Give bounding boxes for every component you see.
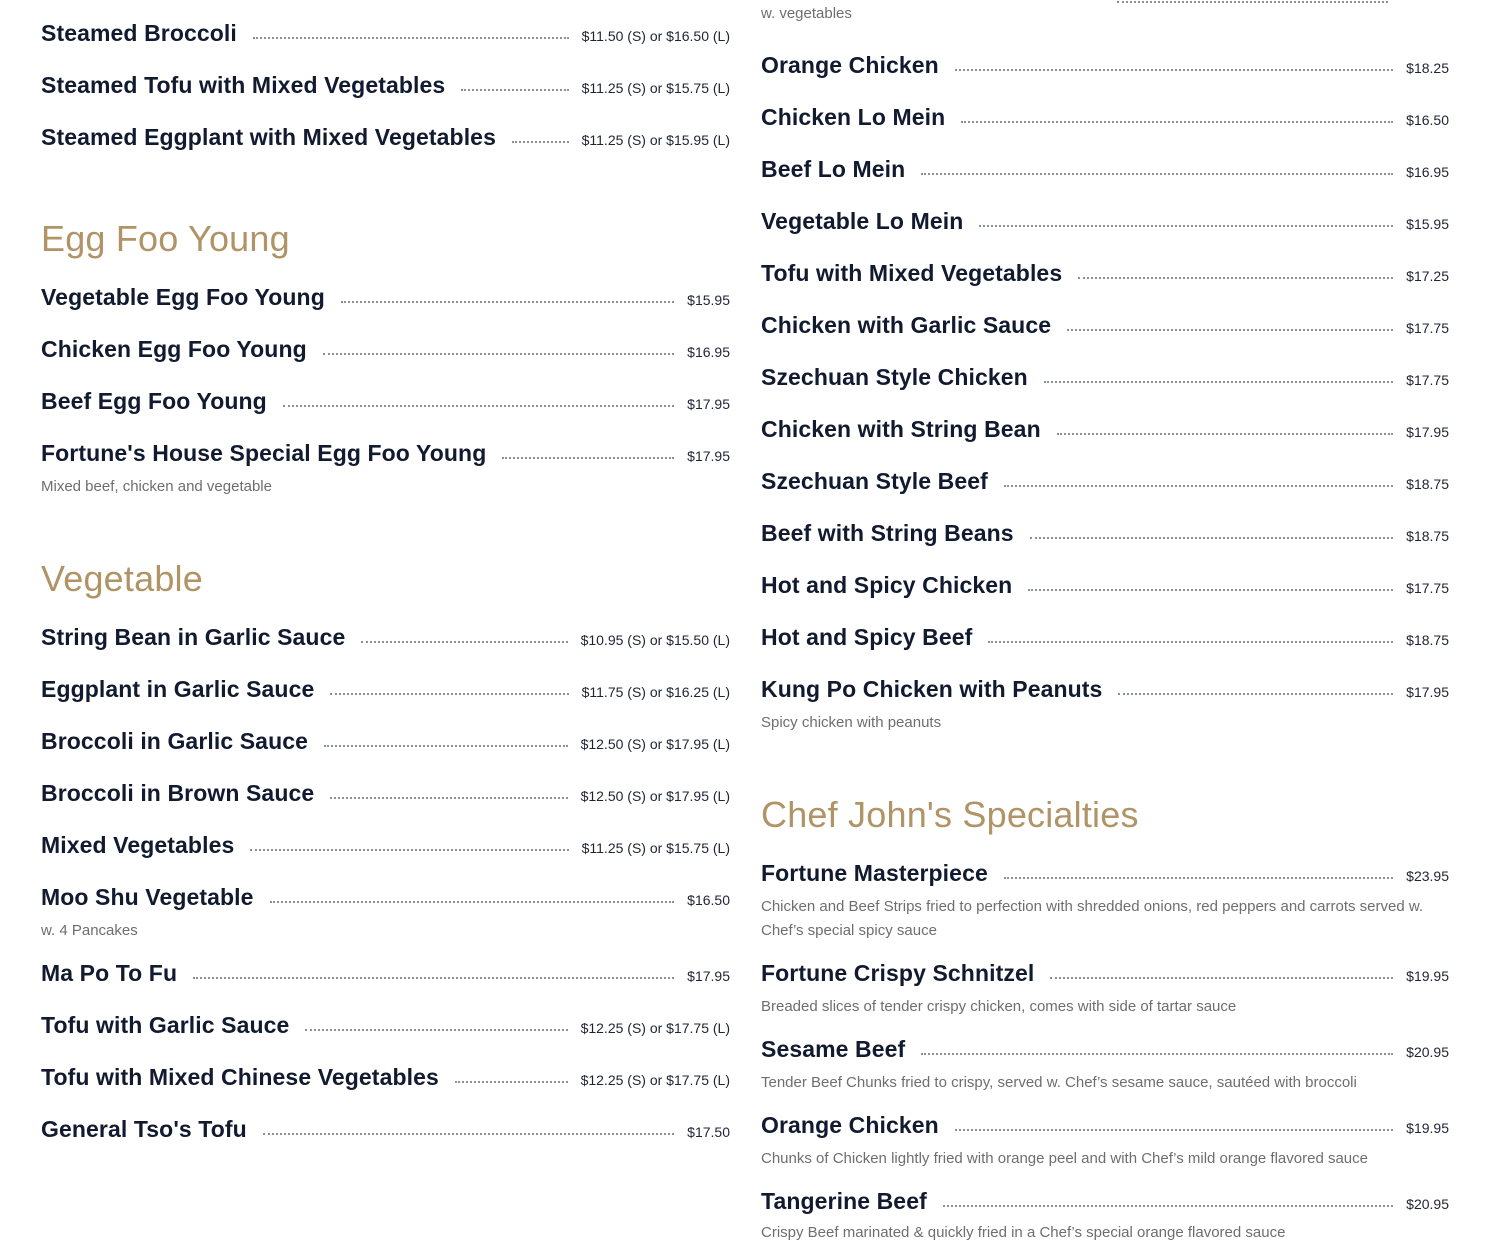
section-title-egg-foo-young: Egg Foo Young	[41, 218, 290, 259]
item-name: Fortune Crispy Schnitzel	[761, 960, 1035, 986]
item-description: Chicken and Beef Strips fried to perfection with shredded onions, red peppers and carrots served w. Chef’s special spicy sauce	[761, 898, 1424, 939]
item-price: $12.50 (S) or $17.95 (L)	[580, 788, 730, 804]
item-name: Sesame Beef	[761, 1036, 906, 1062]
item-price: $17.95	[1406, 684, 1449, 700]
menu-item	[761, 364, 1449, 391]
item-price: $17.75	[1406, 320, 1449, 336]
menu-item	[761, 572, 1449, 599]
item-name: Szechuan Style Beef	[761, 468, 988, 494]
dot-leader	[193, 976, 674, 979]
item-name: Tofu with Mixed Vegetables	[761, 260, 1063, 286]
item-name: Chicken Egg Foo Young	[41, 336, 307, 362]
item-name: Orange Chicken	[761, 1112, 939, 1138]
menu-item	[41, 1064, 730, 1091]
item-name: Tofu with Garlic Sauce	[41, 1012, 290, 1038]
dot-leader	[455, 1080, 568, 1083]
item-name: Chicken Lo Mein	[761, 104, 946, 130]
item-name: Chicken with Garlic Sauce	[761, 312, 1052, 338]
item-price: $11.25 (S) or $15.95 (L)	[581, 132, 730, 148]
item-price: $19.95	[1406, 968, 1449, 984]
menu-item	[761, 312, 1449, 339]
menu-item	[41, 388, 730, 415]
item-name: Chicken with String Bean	[761, 416, 1041, 442]
item-description: w. 4 Pancakes	[41, 922, 138, 939]
menu-item	[41, 20, 730, 47]
dot-leader	[1030, 536, 1393, 539]
dot-leader	[330, 796, 567, 799]
menu-item	[761, 1112, 1449, 1171]
menu-item	[761, 208, 1449, 235]
item-price: $20.95	[1406, 1044, 1449, 1060]
item-price: $12.25 (S) or $17.75 (L)	[580, 1020, 730, 1036]
menu-item	[41, 1012, 730, 1039]
item-price: $11.50 (S) or $16.50 (L)	[581, 28, 730, 44]
item-name: Hot and Spicy Chicken	[761, 572, 1013, 598]
dot-leader	[988, 640, 1393, 643]
menu-item	[761, 104, 1449, 131]
dot-leader	[1118, 692, 1393, 695]
dot-leader	[955, 68, 1393, 71]
item-price: $19.95	[1406, 1120, 1449, 1136]
menu-item	[41, 676, 730, 703]
menu-item	[761, 260, 1449, 287]
item-price: $15.95	[1406, 216, 1449, 232]
dot-leader	[305, 1028, 567, 1031]
dot-leader	[1004, 484, 1393, 487]
section-title-vegetable: Vegetable	[41, 558, 203, 599]
item-name: Hot and Spicy Beef	[761, 624, 973, 650]
menu-item	[41, 124, 730, 151]
menu-item	[41, 336, 730, 363]
item-name: General Tso's Tofu	[41, 1116, 247, 1142]
item-name: Mixed Vegetables	[41, 832, 235, 858]
item-description: Mixed beef, chicken and vegetable	[41, 478, 272, 495]
menu-item	[761, 860, 1449, 943]
item-price: $18.25	[1406, 60, 1449, 76]
item-name: Kung Po Chicken with Peanuts	[761, 676, 1103, 702]
item-price: $17.95	[687, 396, 730, 412]
item-price: $11.75 (S) or $16.25 (L)	[581, 684, 730, 700]
dot-leader	[330, 692, 568, 695]
item-price: $17.95	[1406, 424, 1449, 440]
item-name: Orange Chicken	[761, 52, 939, 78]
menu-item	[41, 832, 730, 859]
item-price: $17.75	[1406, 372, 1449, 388]
item-price: $16.50	[687, 892, 730, 908]
item-name: String Bean in Garlic Sauce	[41, 624, 346, 650]
item-price: $18.75	[1406, 476, 1449, 492]
dot-leader	[250, 848, 568, 851]
dot-leader	[263, 1132, 674, 1135]
dot-leader	[979, 224, 1393, 227]
item-name: Beef with String Beans	[761, 520, 1014, 546]
item-price: $17.75	[1406, 580, 1449, 596]
menu-item	[761, 156, 1449, 183]
item-name: Vegetable Lo Mein	[761, 208, 964, 234]
item-price: $18.75	[1406, 528, 1449, 544]
dot-leader	[1004, 876, 1393, 879]
dot-leader	[253, 36, 569, 39]
dot-leader	[921, 1052, 1393, 1055]
menu-item	[41, 624, 730, 651]
dot-leader	[1117, 0, 1388, 3]
dot-leader	[1067, 328, 1393, 331]
item-price: $11.25 (S) or $15.75 (L)	[581, 840, 730, 856]
item-name: Ma Po To Fu	[41, 960, 178, 986]
menu-item	[761, 468, 1449, 495]
item-name: Tofu with Mixed Chinese Vegetables	[41, 1064, 439, 1090]
item-price: $20.95	[1406, 1196, 1449, 1212]
dot-leader	[512, 140, 569, 143]
dot-leader	[1044, 380, 1393, 383]
menu-item	[761, 416, 1449, 443]
item-price: $17.95	[687, 448, 730, 464]
menu-item	[41, 780, 730, 807]
item-description: w. vegetables	[761, 5, 852, 22]
item-name: Steamed Tofu with Mixed Vegetables	[41, 72, 446, 98]
item-price: $17.95	[687, 968, 730, 984]
menu-item	[761, 52, 1449, 79]
item-name: Fortune Masterpiece	[761, 860, 988, 886]
dot-leader	[361, 640, 567, 643]
dot-leader	[270, 900, 675, 903]
dot-leader	[502, 456, 674, 459]
dot-leader	[283, 404, 674, 407]
menu-item	[41, 284, 730, 311]
item-name: Beef Lo Mein	[761, 156, 906, 182]
cut-off-row-dots	[761, 0, 1449, 4]
dot-leader	[1057, 432, 1393, 435]
item-name: Tangerine Beef	[761, 1188, 927, 1214]
dot-leader	[323, 352, 674, 355]
item-price: $11.25 (S) or $15.75 (L)	[581, 80, 730, 96]
item-name: Broccoli in Garlic Sauce	[41, 728, 309, 754]
item-price: $16.95	[1406, 164, 1449, 180]
item-price: $16.50	[1406, 112, 1449, 128]
item-description: Spicy chicken with peanuts	[761, 714, 942, 731]
menu-item	[41, 1116, 730, 1143]
dot-leader	[461, 88, 568, 91]
item-name: Vegetable Egg Foo Young	[41, 284, 325, 310]
menu-item	[41, 728, 730, 755]
item-name: Steamed Broccoli	[41, 20, 237, 46]
item-name: Beef Egg Foo Young	[41, 388, 267, 414]
menu-item	[761, 520, 1449, 547]
item-name: Broccoli in Brown Sauce	[41, 780, 315, 806]
dot-leader	[1028, 588, 1393, 591]
dot-leader	[961, 120, 1393, 123]
dot-leader	[955, 1128, 1393, 1131]
item-description: Breaded slices of tender crispy chicken, comes with side of tartar sauce	[761, 998, 1237, 1015]
menu-item	[41, 72, 730, 99]
dot-leader	[921, 172, 1393, 175]
item-price: $17.25	[1406, 268, 1449, 284]
item-description: Chunks of Chicken lightly fried with orange peel and with Chef’s mild orange flavored sauce	[761, 1150, 1368, 1167]
item-name: Eggplant in Garlic Sauce	[41, 676, 315, 702]
item-description: Tender Beef Chunks fried to crispy, served w. Chef’s sesame sauce, sautéed with broccoli	[761, 1074, 1357, 1091]
item-name: Szechuan Style Chicken	[761, 364, 1028, 390]
menu-item	[761, 624, 1449, 651]
menu-item	[41, 884, 730, 943]
item-name: Fortune's House Special Egg Foo Young	[41, 440, 487, 466]
menu-item	[761, 960, 1449, 1019]
dot-leader	[943, 1204, 1393, 1207]
item-price: $18.75	[1406, 632, 1449, 648]
item-price: $17.50	[687, 1124, 730, 1140]
menu-item	[761, 1188, 1449, 1245]
item-price: $16.95	[687, 344, 730, 360]
menu-item	[41, 440, 730, 499]
section-title-specialties: Chef John's Specialties	[761, 794, 1139, 835]
menu-item	[761, 1036, 1449, 1095]
item-name: Moo Shu Vegetable	[41, 884, 254, 910]
dot-leader	[341, 300, 674, 303]
item-price: $23.95	[1406, 868, 1449, 884]
menu-item	[41, 960, 730, 987]
item-name: Steamed Eggplant with Mixed Vegetables	[41, 124, 496, 150]
item-price: $15.95	[687, 292, 730, 308]
menu-item	[761, 676, 1449, 735]
item-price: $12.25 (S) or $17.75 (L)	[580, 1072, 730, 1088]
dot-leader	[1078, 276, 1393, 279]
dot-leader	[324, 744, 568, 747]
item-price: $10.95 (S) or $15.50 (L)	[580, 632, 730, 648]
item-price: $12.50 (S) or $17.95 (L)	[580, 736, 730, 752]
dot-leader	[1050, 976, 1393, 979]
item-description: Crispy Beef marinated & quickly fried in a Chef’s special orange flavored sauce	[761, 1224, 1286, 1241]
